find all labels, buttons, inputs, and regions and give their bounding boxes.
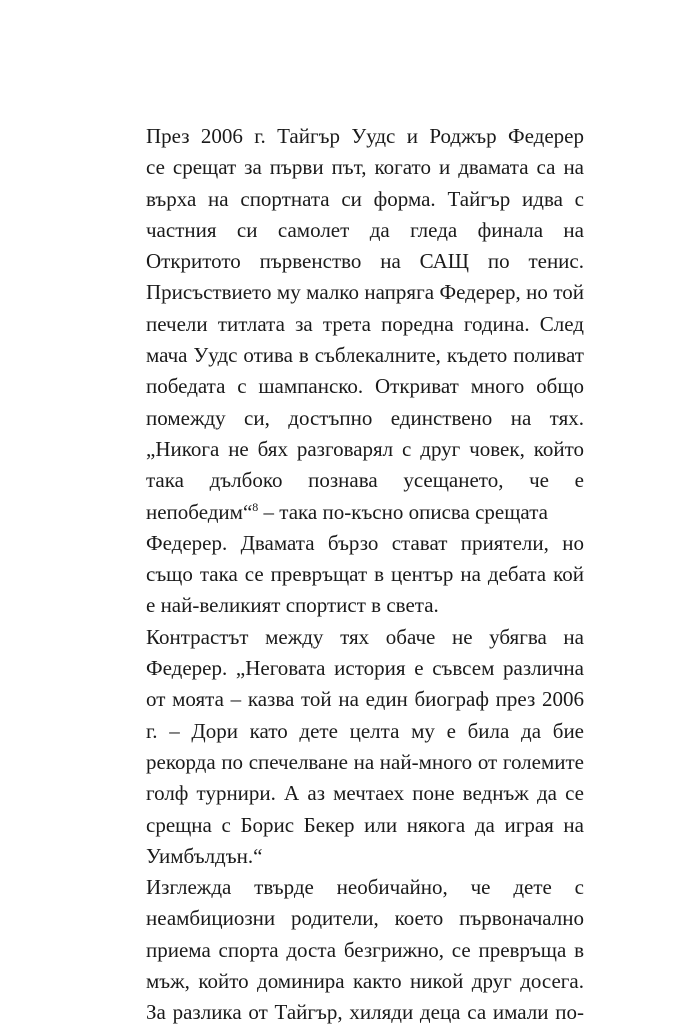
paragraph-line: Федерер. „Неговата история е съвсем различна bbox=[146, 656, 584, 681]
paragraph-line-with-footnote bbox=[118, 497, 584, 528]
paragraph-line: помежду си, достъпно единствено на тях. bbox=[146, 405, 584, 430]
quote-attribution-text: – така по-късно описва срещата bbox=[258, 499, 548, 524]
paragraph-line: е най-великият спортист в света. bbox=[146, 593, 439, 618]
paragraph-line: от моята – казва той на един биограф през 2006 bbox=[146, 687, 584, 712]
footnote-marker[interactable]: 8 bbox=[252, 499, 259, 514]
paragraph-line: Откритото първенство на САЩ по тенис. bbox=[146, 249, 584, 274]
paragraph-line: За разлика от Тайгър, хиляди деца са имали по- bbox=[146, 1000, 584, 1025]
paragraph-line: „Никога не бях разговарял с друг човек, който bbox=[146, 436, 584, 461]
paragraph-line: така дълбоко познава усещането, че е bbox=[146, 468, 584, 493]
paragraph-line: голф турнири. А аз мечтаех поне веднъж да се bbox=[146, 781, 584, 806]
paragraph-line: частния си самолет да гледа финала на bbox=[146, 217, 584, 242]
page-body bbox=[118, 121, 584, 1029]
paragraph-line: приема спорта доста безгрижно, се превръща в bbox=[146, 937, 584, 962]
paragraph-line: победата с шампанско. Откриват много общо bbox=[146, 374, 584, 399]
paragraph-line: също така се превръщат в център на дебата кой bbox=[146, 562, 584, 587]
paragraph-line: През 2006 г. Тайгър Уудс и Роджър Федерер bbox=[146, 124, 584, 148]
paragraph-line: мача Уудс отива в съблекалните, където поливат bbox=[146, 343, 584, 368]
paragraph-line: се срещат за първи път, когато и двамата са на bbox=[146, 155, 584, 180]
paragraph-line: Контрастът между тях обаче не убягва на bbox=[146, 624, 584, 649]
paragraph-line: Изглежда твърде необичайно, че дете с bbox=[146, 875, 584, 900]
paragraph-line: печели титлата за трета поредна година. След bbox=[146, 311, 584, 336]
paragraph-2 bbox=[118, 622, 584, 872]
paragraph-line: Федерер. Двамата бързо стават приятели, но bbox=[146, 530, 584, 555]
paragraph-line: неамбициозни родители, което първоначално bbox=[146, 906, 584, 931]
paragraph-line: г. – Дори като дете целта му е била да бие bbox=[146, 718, 584, 743]
paragraph-3 bbox=[118, 872, 584, 1028]
paragraph-line: върха на спортната си форма. Тайгър идва с bbox=[146, 186, 584, 211]
paragraph-line: Уимбълдън.“ bbox=[146, 843, 263, 868]
paragraph-1 bbox=[118, 121, 584, 622]
paragraph-line: срещна с Борис Бекер или някога да играя на bbox=[146, 812, 584, 837]
paragraph-line: мъж, който доминира както никой друг досега. bbox=[146, 969, 584, 994]
quote-end-text: непобедим“ bbox=[146, 499, 253, 524]
paragraph-line: рекорда по спечелване на най-много от големите bbox=[146, 749, 584, 774]
paragraph-line: Присъствието му малко напряга Федерер, но той bbox=[146, 280, 584, 305]
